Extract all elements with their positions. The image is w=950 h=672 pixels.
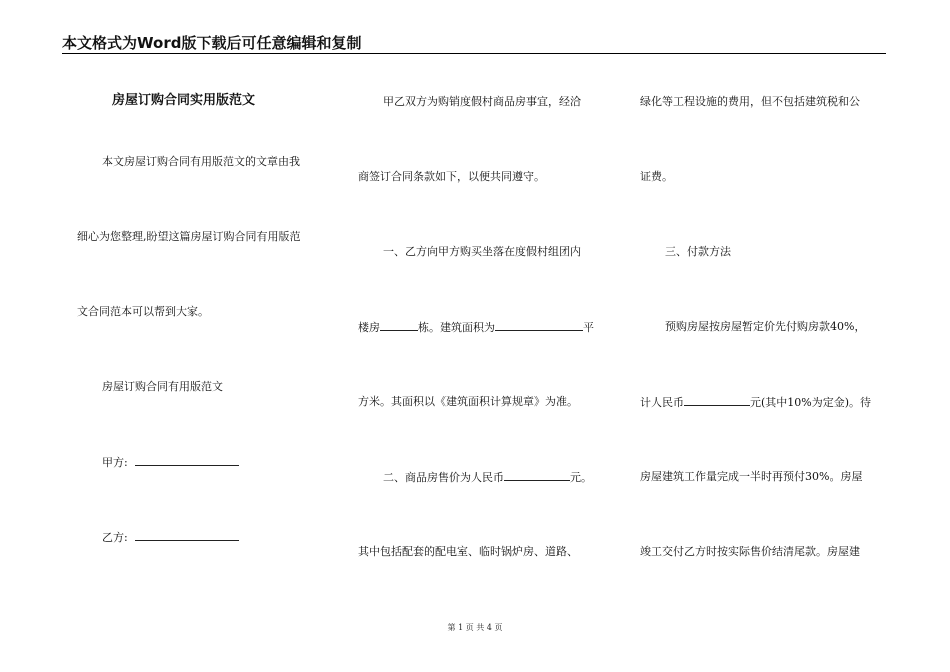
- col2-line-4: [358, 320, 594, 335]
- intro-line-3: 文合同范本可以帮到大家。: [77, 305, 209, 318]
- intro-line-2: 细心为您整理,盼望这篇房屋订购合同有用版范: [77, 230, 301, 243]
- document-header: 本文格式为Word版下载后可任意编辑和复制: [62, 34, 362, 52]
- party-b-label: 乙方:: [102, 531, 128, 544]
- price-label: 二、商品房售价为人民币: [383, 471, 504, 484]
- col3-line-5: [640, 395, 871, 410]
- page-number: 第 1 页 共 4 页: [447, 623, 503, 632]
- col2-line-6: [383, 470, 592, 485]
- building-blank: [380, 320, 418, 331]
- col2-line-1: 甲乙双方为购销度假村商品房事宜，经洽: [383, 95, 581, 108]
- area-blank: [495, 320, 583, 331]
- party-b-line: [102, 530, 239, 545]
- section-3-heading: 三、付款方法: [665, 245, 731, 258]
- col2-line-7: 其中包括配套的配电室、临时锅炉房、道路、: [358, 545, 578, 558]
- col3-line-1: 绿化等工程设施的费用，但不包括建筑税和公: [640, 95, 860, 108]
- col3-line-4: 预购房屋按房屋暂定价先付购房款40%，: [665, 320, 866, 333]
- intro-line-1: 本文房屋订购合同有用版范文的文章由我: [102, 155, 300, 168]
- price-unit: 元。: [570, 471, 592, 484]
- party-a-blank: [135, 455, 239, 466]
- col2-line-5: 方米。其面积以《建筑面积计算规章》为准。: [358, 395, 578, 408]
- payment-blank: [684, 395, 750, 406]
- area-label: 栋。建筑面积为: [418, 321, 495, 334]
- col3-line-6: 房屋建筑工作量完成一半时再预付30%。房屋: [640, 470, 863, 483]
- payment-note: 元(其中10%为定金)。待: [750, 396, 872, 409]
- party-a-label: 甲方:: [102, 456, 128, 469]
- col2-line-3: 一、乙方向甲方购买坐落在度假村组团内: [383, 245, 581, 258]
- header-divider: [62, 53, 886, 54]
- price-blank: [504, 470, 570, 481]
- area-unit: 平: [583, 321, 594, 334]
- contract-subtitle: 房屋订购合同有用版范文: [102, 380, 223, 393]
- col3-line-7: 竣工交付乙方时按实际售价结清尾款。房屋建: [640, 545, 860, 558]
- col2-line-2: 商签订合同条款如下，以便共同遵守。: [358, 170, 545, 183]
- col3-line-2: 证费。: [640, 170, 673, 183]
- party-b-blank: [135, 530, 239, 541]
- building-label: 楼房: [358, 321, 380, 334]
- document-title: 房屋订购合同实用版范文: [112, 93, 256, 108]
- party-a-line: [102, 455, 239, 470]
- payment-label: 计人民币: [640, 396, 684, 409]
